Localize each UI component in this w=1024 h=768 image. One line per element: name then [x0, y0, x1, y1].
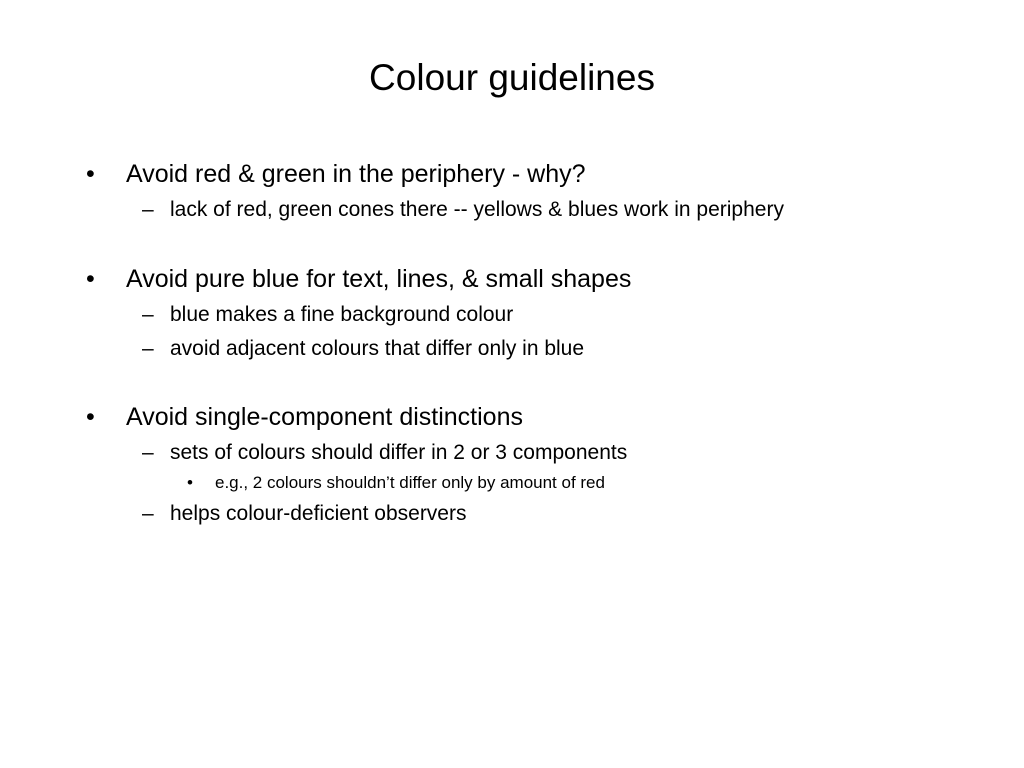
- subbullet-text: blue makes a fine background colour: [170, 303, 514, 326]
- bullet-marker: •: [86, 265, 95, 293]
- example-text: e.g., 2 colours shouldn’t differ only by amount of red: [215, 473, 605, 492]
- dash-marker: –: [142, 303, 154, 326]
- subbullet-colour-deficient: [142, 501, 467, 527]
- bullet-avoid-pure-blue: [86, 264, 632, 294]
- subbullet-adjacent-colours: [142, 336, 585, 362]
- dash-marker: –: [142, 502, 154, 525]
- dash-marker: –: [142, 198, 154, 221]
- subbullet-text: sets of colours should differ in 2 or 3 components: [170, 441, 628, 464]
- bullet-marker: •: [187, 473, 193, 492]
- bullet-text: Avoid pure blue for text, lines, & small shapes: [126, 265, 632, 293]
- bullet-avoid-red-green: [86, 159, 586, 189]
- example-red-amount: [187, 472, 605, 494]
- subbullet-blue-background: [142, 302, 514, 328]
- slide-title: Colour guidelines: [369, 57, 655, 98]
- dash-marker: –: [142, 441, 154, 464]
- subbullet-cones: [142, 197, 784, 223]
- subbullet-text: lack of red, green cones there -- yellows & blues work in periphery: [170, 198, 784, 221]
- subbullet-text: avoid adjacent colours that differ only in blue: [170, 337, 585, 360]
- dash-marker: –: [142, 337, 154, 360]
- subbullet-components: [142, 440, 628, 466]
- bullet-text: Avoid red & green in the periphery - why?: [126, 160, 586, 188]
- bullet-text: Avoid single-component distinctions: [126, 403, 523, 431]
- bullet-single-component: [86, 402, 523, 432]
- bullet-marker: •: [86, 403, 95, 431]
- subbullet-text: helps colour-deficient observers: [170, 502, 467, 525]
- bullet-marker: •: [86, 160, 95, 188]
